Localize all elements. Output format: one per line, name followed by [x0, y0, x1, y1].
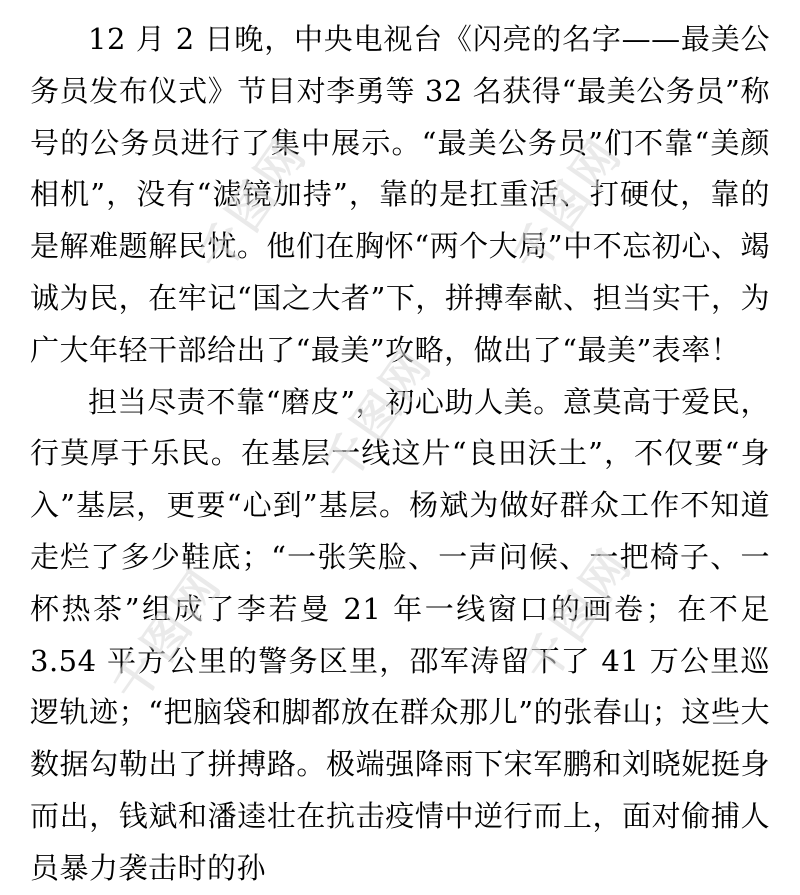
paragraph-2: 担当尽责不靠“磨皮”，初心助人美。意莫高于爱民，行莫厚于乐民。在基层一线这片“良田沃土”，不仅要“身入”基层，更要“心到”基层。杨斌为做好群众工作不知道走烂了多少鞋底；“一张笑脸、一声问候、一把椅子、一杯热茶”组成了李若曼 21 年一线窗口的画卷；在不足 3.54 平方公里的警务区里，邵军涛留下了 41 万公里巡逻轨迹；“把脑袋和脚都放在群众那儿”的张春山；这些大数据勾勒出了拼搏路。极端强降雨下宋军鹏和刘晓妮挺身而出，钱斌和潘逵壮在抗击疫情中逆行而上，面对偷捕人员暴力袭击时的孙: [30, 384, 770, 885]
watermark: 千图网: [502, 127, 633, 282]
watermark: 千图网: [187, 127, 318, 282]
paragraph-1: 12 月 2 日晚，中央电视台《闪亮的名字——最美公务员发布仪式》节目对李勇等 32 名获得“最美公务员”称号的公务员进行了集中展示。“最美公务员”们不靠“美颜相机”，没有“滤镜加持”，靠的是扛重活、打硬仗，靠的是解难题解民忧。他们在胸怀“两个大局”中不忘初心、竭诚为民，在牢记“国之大者”下，拼搏奉献、担当实干，为广大年轻干部给出了“最美”攻略，做出了“最美”表率！: [30, 22, 770, 367]
watermark: 千图网: [312, 337, 443, 492]
watermark: 千图网: [512, 537, 643, 692]
watermark: 千图网: [102, 557, 233, 712]
